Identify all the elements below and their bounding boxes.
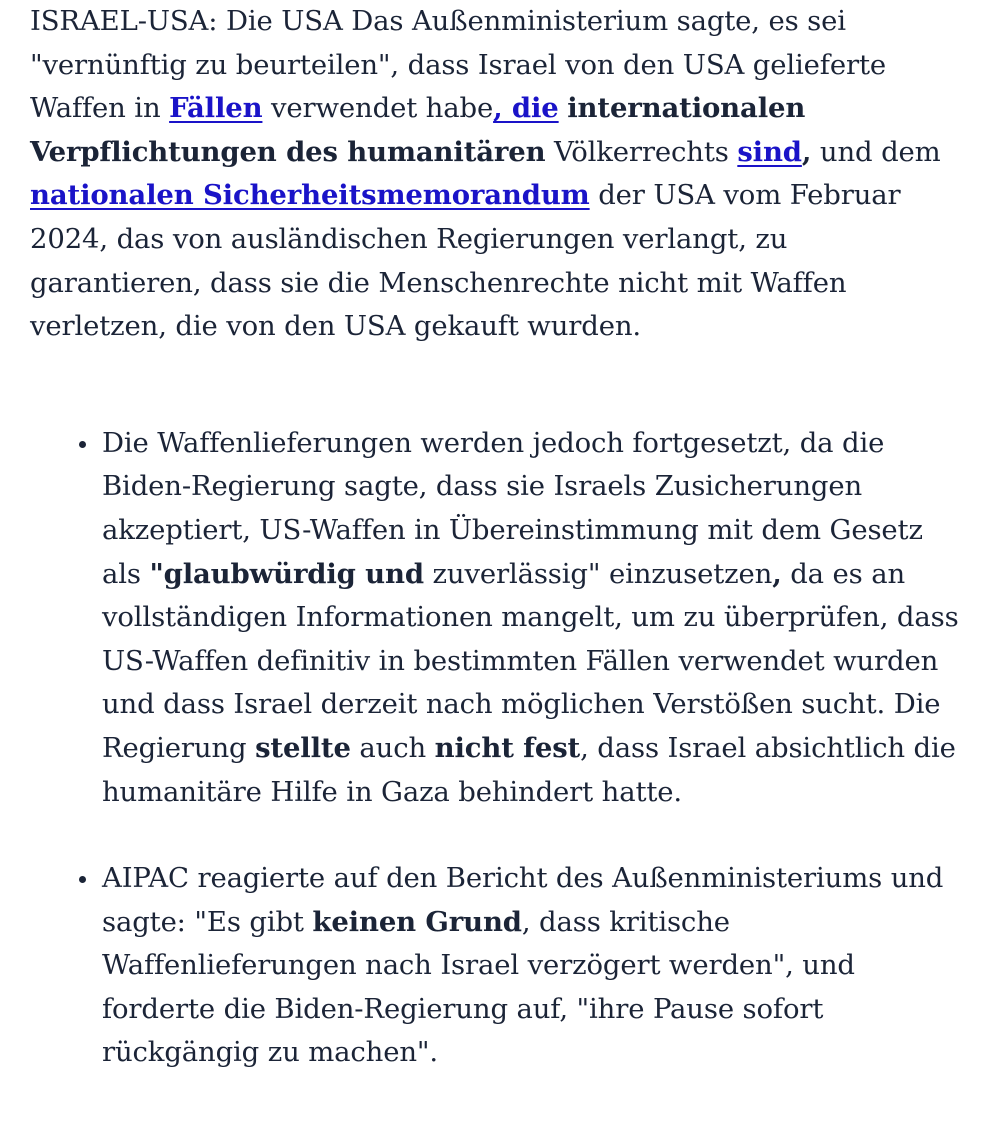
bullet-2-text-2: , dass kritische Waffenlieferungen nach Israel verzögert werden", und forderte die Biden-Regierung auf, "ihre Pause sofort rückgängig zu machen". xyxy=(102,905,855,1069)
link-sicherheitsmemorandum[interactable]: nationalen Sicherheitsmemorandum xyxy=(30,179,590,212)
bullet-1-bold-3: stellte xyxy=(255,731,351,764)
lead-text-2: verwendet habe xyxy=(262,92,494,125)
bullet-1-text-3: da es an vollständigen Informationen mangelt, um zu überprüfen, dass US-Waffen definitiv in bestimmten Fällen verwendet wurden und dass Israel derzeit nach möglichen Verstößen sucht. Die Regierung xyxy=(102,557,959,764)
lead-bold-obligations: internationalen Verpflichtungen des humanitären xyxy=(30,92,806,168)
link-faellen[interactable]: Fällen xyxy=(169,92,263,125)
lead-text-4: Völkerrechts xyxy=(545,135,738,168)
bullet-1-text-4: auch xyxy=(350,731,435,764)
list-item xyxy=(102,422,960,814)
lead-bold-comma: , xyxy=(801,135,812,168)
link-sind[interactable]: sind xyxy=(737,135,802,168)
list-item xyxy=(102,857,960,1075)
bullet-1-text-5: , dass Israel absichtlich die humanitäre Hilfe in Gaza behindert hatte. xyxy=(102,731,956,808)
lead-text-6: der USA vom Februar 2024, das von ausländischen Regierungen verlangt, zu garantieren, dass sie die Menschenrechte nicht mit Waffen verletzen, die von den USA gekauft wurden. xyxy=(30,179,901,343)
bullet-1-bold-1: "glaubwürdig und xyxy=(149,557,424,590)
bullet-1-bold-4: nicht fest xyxy=(434,731,581,764)
bullet-1-text-2: zuverlässig" einzusetzen xyxy=(423,557,773,590)
lead-text-5: und dem xyxy=(811,135,941,168)
bullet-1-bold-2: , xyxy=(772,557,782,590)
lead-text-3 xyxy=(559,92,568,124)
lead-paragraph xyxy=(30,0,960,349)
bullet-icon xyxy=(79,876,86,883)
bullet-2-text-1: AIPAC reagierte auf den Bericht des Außenministeriums und sagte: "Es gibt xyxy=(102,862,944,938)
link-die[interactable]: , die xyxy=(493,92,559,125)
bullet-icon xyxy=(79,441,86,448)
bullet-1-text-1: Die Waffenlieferungen werden jedoch fortgesetzt, da die Biden-Regierung sagte, dass sie Israels Zusicherungen akzeptiert, US-Waffen in Übereinstimmung mit dem Gesetz als xyxy=(102,426,923,590)
lead-text-1: ISRAEL-USA: Die USA Das Außenministerium sagte, es sei "vernünftig zu beurteilen", dass Israel von den USA gelieferte Waffen in xyxy=(30,5,886,125)
bullet-list xyxy=(30,422,960,1075)
bullet-2-bold-1: keinen Grund xyxy=(312,905,522,938)
